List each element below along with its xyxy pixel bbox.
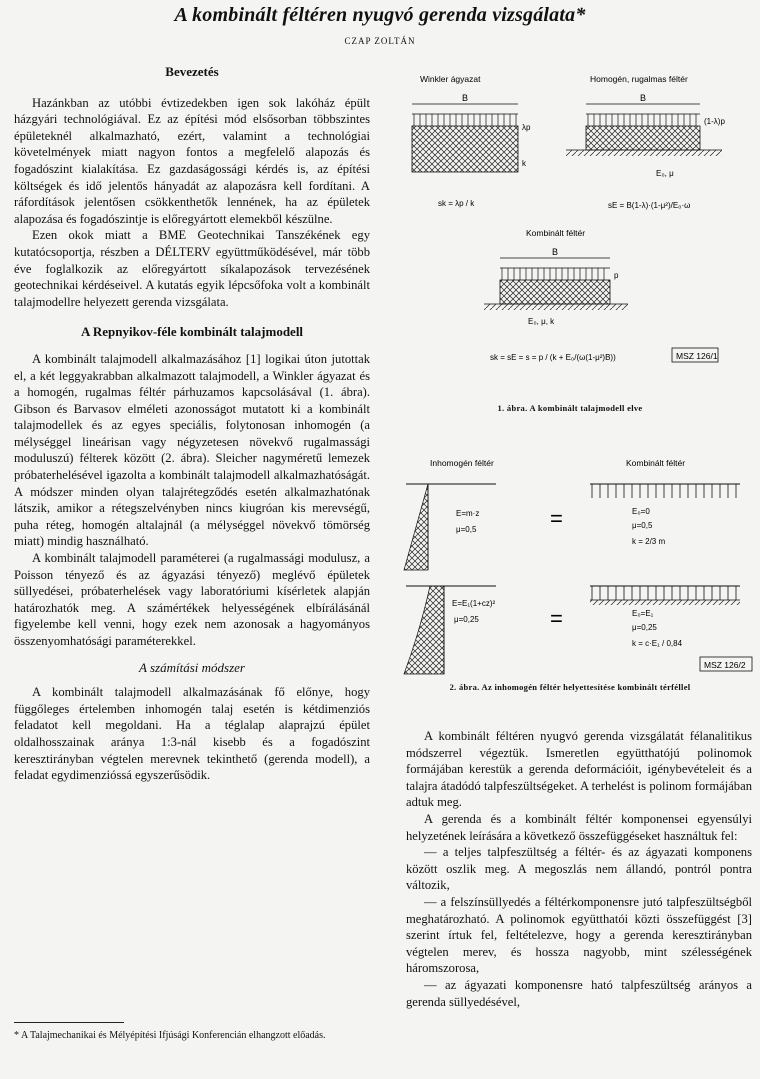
figure-1 — [390, 68, 760, 398]
load-arrows — [502, 268, 604, 280]
paragraph: A kombinált talajmodell alkalmazásának fő előnye, hogy függőleges értelemben inhomogén talaj esetén is kétdimenziós feladatot kell megoldani. Ha a téglalap alaprajzú épület oldalhosszainak aránya 1:3-nál kisebb és a fogadószint keresztirányban végtelen merevnek tekinthető (gerenda modell), a feladat egydimenzióssá egyszerűsödik. — [14, 685, 370, 783]
formula-mu: μ=0,25 — [632, 623, 657, 632]
list-item: — a teljes talpfeszültség a féltér- és az ágyazati komponens között oszlik meg. A megoszlás nem állandó, pontról pontra változik, — [406, 845, 752, 893]
formula-k: k = c·E₁ / 0,84 — [632, 639, 683, 648]
label-kombinalt: Kombinált féltér — [526, 228, 586, 238]
formula-mu: μ=0,25 — [454, 615, 479, 624]
label-p: p — [614, 271, 619, 280]
load-arrows — [588, 114, 696, 126]
paragraph: Hazánkban az utóbbi évtizedekben igen sok lakóház épült házgyári technológiával. Ez az építési mód elsősorban többszintes épületeknél alkalmazható, ezért, valamint a technológiai követelmények miatt nagyon fontos a megfelelő alapozás és fogadószint kialakítása. Ez gazdaságossági kérdés is, az építési költségek és idő jelentős hányadát az alapozásra kell fordítani. A ráfordítások jelentősen csökkenthetők lennének, ha az épületek alapozása és fogadószintje is előregyártott elemekből készülne. — [14, 95, 370, 226]
right-column — [406, 728, 752, 1010]
stiffness-diagram-linear — [404, 484, 428, 570]
spring-row — [592, 484, 736, 498]
paragraph: Ezen okok miatt a BME Geotechnikai Tanszékének egy kutatócsoportja, részben a DÉLTERV együttműködésével, már több éve foglalkozik az előregyártott síkalapozások tervezésének geotechnikai kérdéseivel. A kutatás egyik lépcsőfoka volt a kombinált talajmodellre helyezett gerenda vizsgálata. — [14, 228, 370, 309]
formula-se: sE = B(1-λ)·(1-μ²)/E₀·ω — [608, 201, 691, 210]
equals-sign: = — [550, 506, 563, 531]
ground-surface — [484, 304, 628, 310]
paragraph: A kombinált talajmodell paraméterei (a rugalmassági modulusz, a Poisson tényező és az ágyazási tényező) meglévő épületek süllyedései, próbaterhelések vagy laboratóriumi kísérletek alapján határozhatók meg. A számértékek helyességének elbírálásánál figyelembe kell venni, hogy ezek nem azonosak a hagyományos összenyomhatósági paraméterekkel. — [14, 551, 370, 648]
dim-b: B — [462, 93, 469, 103]
dim-b: B — [640, 93, 647, 103]
heading-repnyikov: A Repnyikov-féle kombinált talajmodell — [80, 324, 304, 340]
article-title: A kombinált féltéren nyugvó gerenda vizsgálata* — [174, 4, 586, 26]
paragraph: A kombinált féltéren nyugvó gerenda vizsgálatát félanalitikus módszerrel végeztük. Ismeretlen együtthatójú polinomok formájában kerestük a gerenda deformációit, igénybevételeit és a talajra átadódó talpfeszültségeket. A terhelést is polinom formájában adtuk meg. — [406, 729, 752, 810]
label-homogen: Homogén, rugalmas féltér — [590, 74, 688, 84]
paragraph: A kombinált talajmodell alkalmazásához [1] logikai úton jutottak el, a két leggyakrabban alkalmazott talajmodell, a Winkler ágyazat és a homogén, rugalmas féltér párhuzamos kapcsolásával (1. ábra). Gibson és Barvasov elméleti azonosságot mutatott ki a kombinált talajmodellek és az egyes speciális, folytonosan inhomogén (a mélységgel lineárisan vagy négyzetesen növekvő rugalmassági moduluszú) félterek között (2. ábra). Sleicher nagyméretű lemezek próbaterhelésével igazolta a kombinált talajmodell alkalmazhatóságát. A módszer minden olyan talajrétegződés esetén alkalmazhatónak látszik, amikor a rétegszelvényben nincs kiugróan kis merevségű, puha réteg, homogén altalajnál (a mélységgel növekvő tömörség miatt) mindig használható. — [14, 351, 370, 549]
list-item: — az ágyazati komponensre ható talpfeszültség arányos a gerenda süllyedésével, — [406, 977, 752, 1009]
formula-k: k = 2/3 m — [632, 537, 666, 546]
load-arrows — [414, 114, 516, 126]
label-k: k — [522, 159, 526, 168]
equals-sign: = — [550, 606, 563, 631]
footnote-rule — [14, 1022, 124, 1023]
figure-2 — [400, 456, 760, 678]
ground-surface — [590, 600, 740, 605]
formula-e-mz: E=m·z — [456, 509, 480, 518]
label-1-lambda-p: (1-λ)p — [704, 117, 725, 126]
formula-mu: μ=0,5 — [456, 525, 477, 534]
heading-szamitasi: A számítási módszer — [139, 659, 245, 675]
formula-e0-0: E₀=0 — [632, 507, 650, 516]
formula-sk: sk = λp / k — [438, 199, 475, 208]
formula-combined: sk = sE = s = p / (k + E₀/(ω(1-μ²)B)) — [490, 353, 616, 362]
list-item: — a felszínsüllyedés a féltérkomponensre jutó talpfeszültségből meghatározható. A polinomok együtthatói közti összefüggést [3] szerint írtuk fel, feltételezve, hogy a gerenda keresztirányban végtelen merev, és hossza nagyobb, mint szélességének háromszorosa, — [406, 894, 752, 976]
figure-2-caption: 2. ábra. Az inhomogén féltér helyettesítése kombinált térféllel — [449, 682, 691, 692]
dim-b: B — [552, 247, 559, 257]
label-winkler: Winkler ágyazat — [420, 74, 481, 84]
footnote: * A Talajmechanikai és Mélyépítési Ifjúsági Konferencián elhangzott előadás. — [14, 1030, 326, 1041]
label-e0-mu: E₀, μ — [656, 169, 674, 178]
formula-e-quadratic: E=E₁(1+cz)² — [452, 599, 496, 608]
heading-bevezetes: Bevezetés — [165, 64, 219, 79]
label-kombinalt: Kombinált féltér — [626, 458, 686, 468]
formula-mu: μ=0,5 — [632, 521, 653, 530]
left-column — [14, 64, 370, 784]
msz-label: MSZ 126/1 — [676, 351, 718, 361]
msz-label: MSZ 126/2 — [704, 660, 746, 670]
winkler-springs — [412, 126, 518, 172]
combined-springs — [500, 280, 610, 304]
label-lambda-p: λp — [522, 123, 531, 132]
author: CZAP ZOLTÁN — [344, 36, 416, 46]
formula-e0-e1: E₀=E₁ — [632, 609, 654, 618]
figure-1-caption: 1. ábra. A kombinált talajmodell elve — [497, 403, 643, 413]
stiffness-diagram-quadratic — [404, 586, 444, 674]
label-e0-mu-k: E₀, μ, k — [528, 317, 555, 326]
beam — [586, 126, 700, 150]
spring-row — [592, 586, 736, 600]
label-inhomogen: Inhomogén féltér — [430, 458, 494, 468]
ground-surface — [566, 150, 722, 156]
paragraph: A gerenda és a kombinált féltér komponensei egyensúlyi helyzetének leírására a következő összefüggéseket használtuk fel: — [406, 811, 752, 843]
